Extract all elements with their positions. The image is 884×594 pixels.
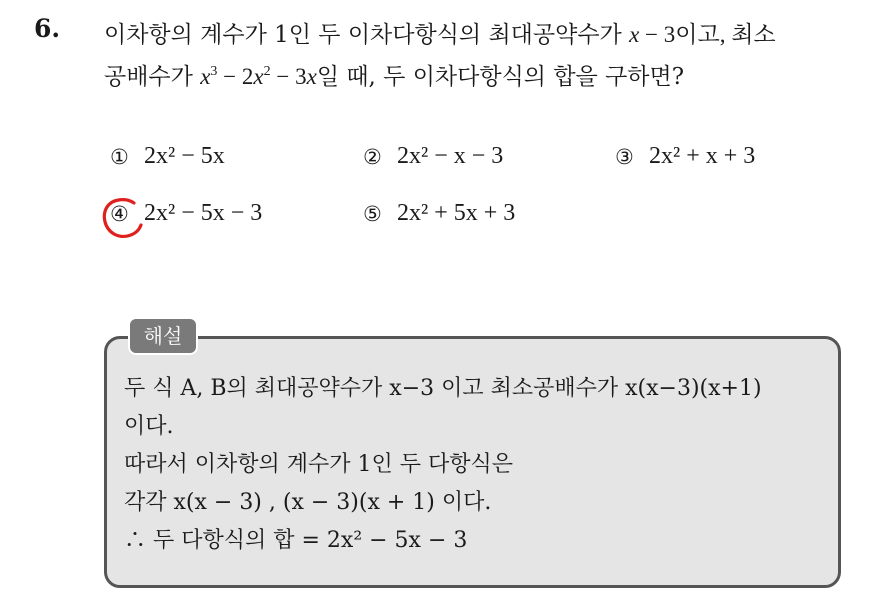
solution-text bbox=[124, 370, 829, 560]
choice-5[interactable] bbox=[363, 200, 515, 227]
question-stem bbox=[104, 14, 874, 98]
solution-line: ∴ 두 다항식의 합 = 2x² − 5x − 3 bbox=[124, 528, 468, 553]
choice-number: ④ bbox=[110, 201, 129, 226]
stem-variable: x bbox=[253, 64, 264, 89]
stem-text: − 2 bbox=[217, 64, 254, 89]
question-line-2 bbox=[104, 56, 874, 98]
stem-text: 이차항의 계수가 1인 두 이차다항식의 최대공약수가 bbox=[104, 22, 630, 48]
question-number: 6. bbox=[34, 14, 61, 43]
choice-expression: 2x² − 5x − 3 bbox=[144, 200, 263, 226]
choice-number: ⑤ bbox=[363, 201, 382, 226]
solution-tab: 해설 bbox=[128, 317, 198, 355]
choice-number: ② bbox=[363, 144, 382, 169]
choice-2[interactable] bbox=[363, 143, 503, 170]
stem-variable: x bbox=[306, 64, 317, 89]
choice-expression: 2x² + x + 3 bbox=[649, 143, 756, 169]
stem-text: 일 때, 두 이차다항식의 합을 구하면? bbox=[316, 64, 685, 90]
solution-line: 이다. bbox=[124, 414, 174, 439]
choice-expression: 2x² − 5x bbox=[144, 143, 225, 169]
stem-variable: x bbox=[629, 22, 640, 47]
answer-circle-mark-icon bbox=[101, 195, 145, 239]
choice-expression: 2x² − x − 3 bbox=[397, 143, 504, 169]
stem-text: − 3이고, 최소 bbox=[639, 22, 776, 47]
solution-line: 따라서 이차항의 계수가 1인 두 다항식은 bbox=[124, 452, 513, 477]
choice-1[interactable] bbox=[110, 143, 225, 170]
stem-text: − 3 bbox=[270, 64, 307, 89]
stem-exponent: 2 bbox=[263, 64, 271, 79]
solution-line: 각각 x(x − 3) , (x − 3)(x + 1) 이다. bbox=[124, 490, 492, 515]
stem-variable: x bbox=[200, 64, 211, 89]
stem-exponent: 3 bbox=[210, 64, 218, 79]
choice-number: ③ bbox=[615, 144, 634, 169]
choice-number: ① bbox=[110, 144, 129, 169]
solution-line: 두 식 A, B의 최대공약수가 x−3 이고 최소공배수가 x(x−3)(x+1) bbox=[124, 376, 762, 401]
question-line-1 bbox=[104, 14, 874, 56]
choice-3[interactable] bbox=[615, 143, 755, 170]
choice-expression: 2x² + 5x + 3 bbox=[397, 200, 516, 226]
stem-text: 공배수가 bbox=[104, 64, 201, 90]
